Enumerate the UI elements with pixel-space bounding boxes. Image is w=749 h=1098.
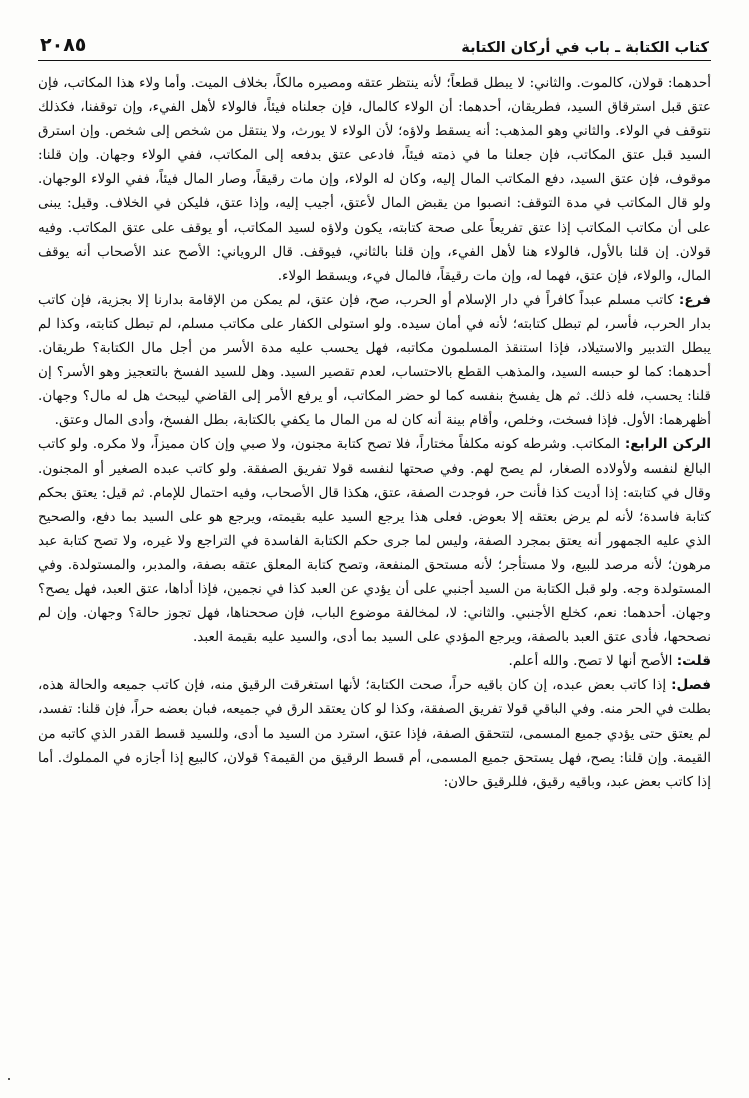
paragraph-text: الأصح أنها لا تصح. والله أعلم. bbox=[508, 653, 673, 670]
running-title: كتاب الكتابة ـ باب في أركان الكتابة bbox=[461, 40, 709, 56]
paragraph-text: إذا كاتب بعض عبده، إن كان باقيه حراً، صحت الكتابة؛ لأنها استغرقت الرقيق منه، فإن كاتب جميعه والحالة هذه، بطلت في الحر منه. وفي الباقي قولا تفريق الصفقة، وكذا لو كان يعتقد الرق في جميعه، فبان بعضه حراً، فإن قلنا: تفسد، لم يعتق حتى يؤدي جميع المسمى، لتتحقق الصفة، فإذا عتق، استرد من السيد ما أدى، وللسيد قسط القدر الذي كاتبه من القيمة. وإن قلنا: يصح، فهل يستحق جميع المسمى، أم قسط الرقيق من القيمة؟ قولان، كالبيع إذا أجازه في المملوك. أما إذا كاتب بعض عبد، وباقيه رقيق، فللرقيق حالان: bbox=[38, 677, 711, 790]
page-body bbox=[38, 71, 711, 794]
paragraph-wala-continuation bbox=[38, 71, 711, 288]
paragraph-fasl-partial bbox=[38, 673, 711, 793]
page-number: ٢٠٨٥ bbox=[40, 34, 87, 56]
paragraph-text: المكاتب. وشرطه كونه مكلفاً مختاراً، فلا تصح كتابة مجنون، ولا صبي وإن كان مميزاً، ولا مكره. ولو كاتب البالغ لنفسه ولأولاده الصغار، لم يصح لهم. وفي صحتها لنفسه قولا تفريق الصفقة. ولو كاتب عبده الصغير أو المجنون. وقال في كتابته: إذا أديت كذا فأنت حر، فوجدت الصفة، عتق، هكذا قال الأصحاب، وفيه احتمال للإمام. ثم قيل: يعتق بحكم كتابة فاسدة؛ لأنه لم يرض بعتقه إلا بعوض. فعلى هذا يرجع السيد عليه بقيمته، ويرجع هو على السيد بما دفع، والصحيح الذي عليه الجمهور أنه يعتق بمجرد الصفة، وليس لما جرى حكم الكتابة الفاسدة في التراجع ولا غيره، ولا تصح كتابة عبد مرهون؛ لأنه مرصد للبيع، ولا مستأجر؛ لأنه مستحق المنفعة، وتصح كتابة المعلق عتقه بصفة، والمدبر، والمستولدة. وفي المستولدة وجه. ولو قبل الكتابة من السيد أجنبي على أن يؤدي عن العبد كذا في نجمين، فإذا أداها، عتق العبد، فهل يصح؟ وجهان. أحدهما: نعم، كخلع الأجنبي. والثاني: لا، لمخالفة موضوع الباب، فإن صححناها، فهل تجوز حالة؟ وجهان. وإن لم نصححها، فأدى عتق العبد بالصفة، ويرجع المؤدي على السيد بما أدى، والسيد عليه بقيمة العبد. bbox=[38, 436, 711, 646]
margin-dot bbox=[8, 1078, 10, 1080]
paragraph-lead: قلت: bbox=[676, 653, 711, 670]
paragraph-lead: الركن الرابع: bbox=[624, 436, 711, 453]
paragraph-fourth-pillar bbox=[38, 432, 711, 649]
paragraph-text: كاتب مسلم عبداً كافراً في دار الإسلام أو الحرب، صح، فإن عتق، لم يمكن من الإقامة بدارنا إلا بجزية، فإن كاتب بدار الحرب، فأسر، لم تبطل كتابته؛ لأنه في أمان سيده. ولو استولى الكفار على مكاتب مسلم، لم تبطل كتابته، وكذا لم يبطل التدبير والاستيلاد، فإذا استنقذ المسلمون مكاتبه، فهل يحسب عليه مدة الأسر من أجل مال الكتابة؟ طريقان. أحدهما: كما لو حبسه السيد، والمذهب القطع بالاحتساب، لعدم تقصير السيد. وهل للسيد الفسخ بالتعجيز وهو الأسر؟ إن قلنا: يحسب، فله ذلك. ثم هل يفسخ بنفسه كما لو حضر المكاتب، أو يرفع الأمر إلى القاضي ليبحث هل له مال؟ وجهان. أظهرهما: الأول. فإذا فسخت، وخلص، وأقام بينة أنه كان له من المال ما يكفي بالكتابة، بطل الفسخ، وأدى المال وعتق. bbox=[38, 291, 711, 429]
paragraph-text: أحدهما: قولان، كالموت. والثاني: لا يبطل قطعاً؛ لأنه ينتظر عتقه ومصيره مالكاً، بخلاف الميت. وأما ولاء هذا المكاتب، فإن عتق قبل استرقاق السيد، فطريقان، أحدهما: أن الولاء كالمال، فإن جعلناه فيئاً، فالولاء لأهل الفيء، وإن توقفنا، فكذلك نتوقف في الولاء. والثاني وهو المذهب: أنه يسقط ولاؤه؛ لأن الولاء لا يورث، ولا ينتقل من شخص إلى شخص. وإن استرق السيد قبل عتق المكاتب، فإن جعلنا ما في ذمته فيئاً، فادعى عتق بدفعه إلى المكاتب، ففي الولاء وجهان. وإن قلنا: موقوف، فإن عتق السيد، دفع المكاتب المال إليه، وكان له الولاء، وإن مات رقيقاً، وصار المال فيئاً، ففي الولاء الوجهان. ولو قال المكاتب في مدة التوقف: انصبوا من يقبض المال لأعتق، أجيب إليه، وإذا عتق، فليكن في الخلاف. وقيل: يبنى على أن مكاتب المكاتب إذا عتق تفريعاً على صحة كتابته، يكون ولاؤه لسيد المكاتب، أو يوقف على عتق المكاتب. وفيه قولان. إن قلنا بالأول، فالولاء هنا لأهل الفيء، وإن قلنا بالثاني، فيوقف. قال الروياني: الأصح عند الأصحاب أنه يوقف المال، والولاء، فإن عتق، فهما له، وإن مات رقيقاً، فالمال فيء، ويسقط الولاء. bbox=[38, 75, 711, 284]
paragraph-lead: فصل: bbox=[671, 677, 711, 694]
paragraph-qultu-note bbox=[38, 649, 711, 673]
paragraph-lead: فرع: bbox=[678, 291, 711, 308]
paragraph-far-captive bbox=[38, 288, 711, 433]
page-header bbox=[38, 26, 711, 61]
